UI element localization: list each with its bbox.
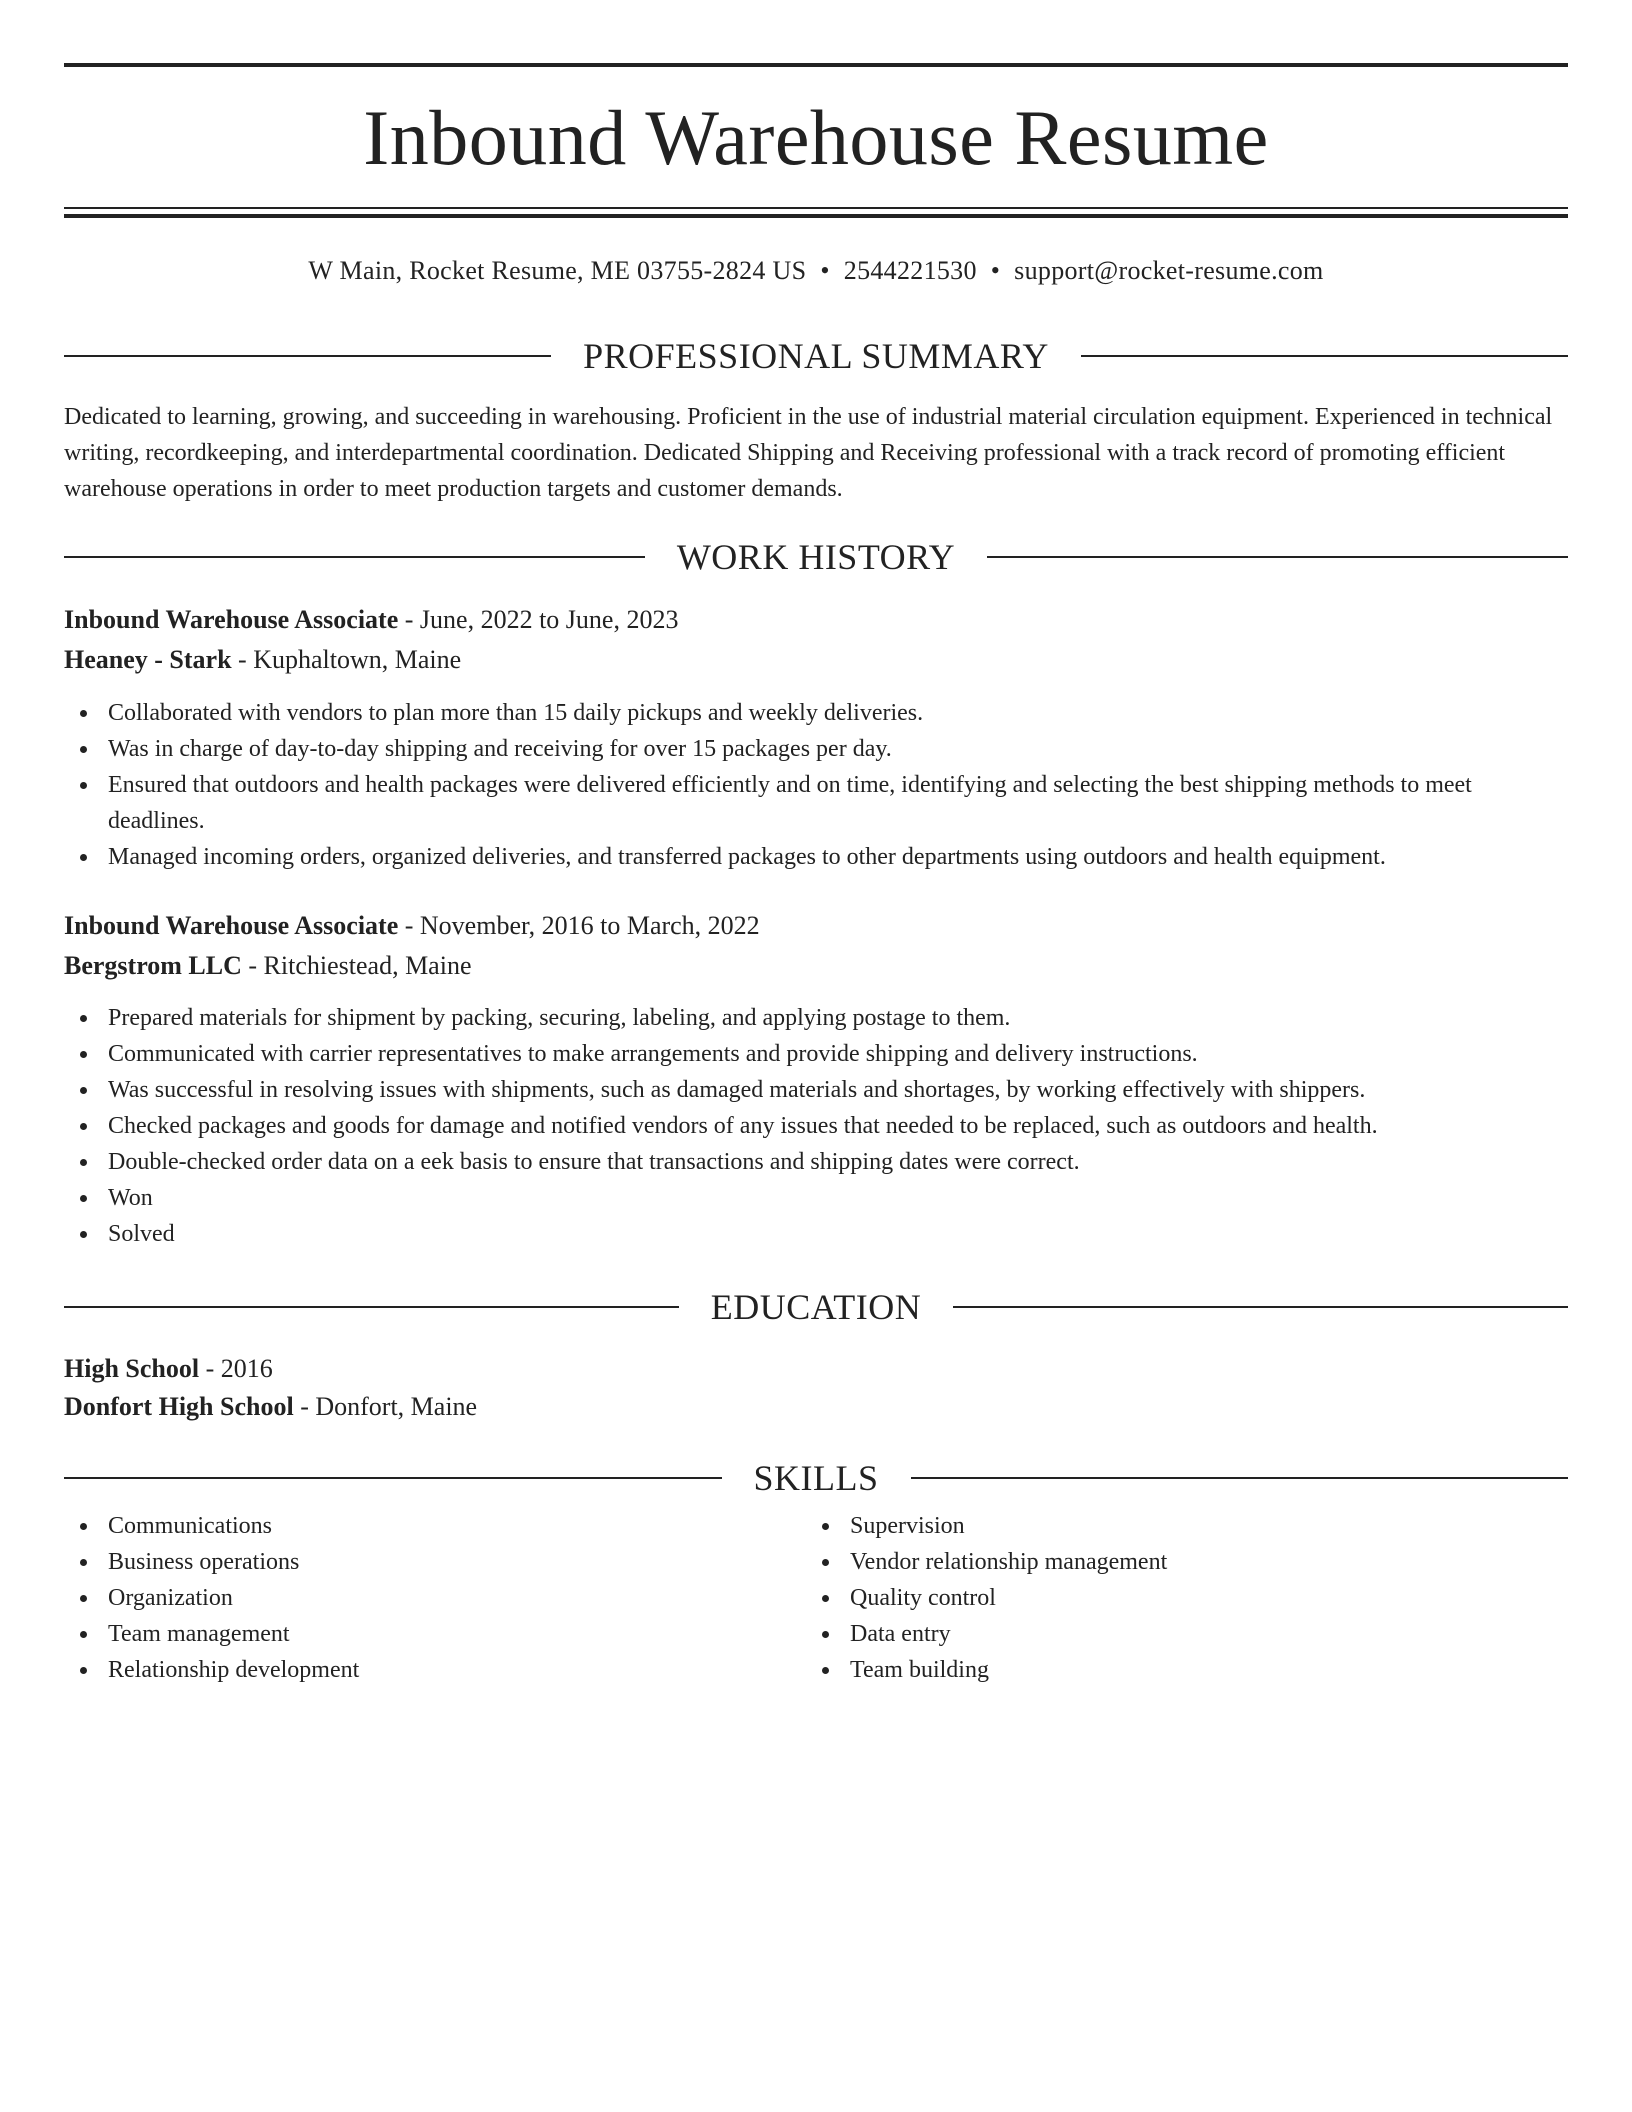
skill-item: Team management [64, 1616, 784, 1652]
job-title-line [64, 602, 678, 638]
list-item: Double-checked order data on a eek basis to ensure that transactions and shipping dates were correct. [64, 1144, 1568, 1180]
contact-address: W Main, Rocket Resume, ME 03755-2824 US [308, 256, 807, 285]
job-dates: - November, 2016 to March, 2022 [398, 911, 760, 940]
list-item: Won [64, 1180, 1568, 1216]
list-item: Was successful in resolving issues with shipments, such as damaged materials and shortages, by working effectively with shippers. [64, 1072, 1568, 1108]
contact-email: support@rocket-resume.com [1014, 256, 1324, 285]
list-item: Solved [64, 1216, 1568, 1252]
title-double-rule [64, 207, 1568, 218]
summary-text: Dedicated to learning, growing, and succeeding in warehousing. Proficient in the use of industrial material circulation equipment. Experienced in technical writing, recordkeeping, and interdepartmental coordination. Dedicated Shipping and Receiving professional with a track record of promoting efficient warehouse operations in order to meet production targets and customer demands. [64, 404, 1553, 502]
list-item: Managed incoming orders, organized deliveries, and transferred packages to other departments using outdoors and health equipment. [64, 839, 1568, 875]
skills-list-right [806, 1508, 1526, 1688]
education-degree: High School [64, 1354, 200, 1383]
heading-rule [64, 355, 551, 357]
job-title-line [64, 908, 760, 944]
section-title: WORK HISTORY [676, 537, 956, 577]
section-title: PROFESSIONAL SUMMARY [583, 336, 1049, 376]
heading-rule [1081, 355, 1568, 357]
resume-title: Inbound Warehouse Resume [363, 94, 1269, 181]
skill-item: Data entry [806, 1616, 1526, 1652]
contact-phone: 2544221530 [843, 256, 977, 285]
heading-rule [987, 556, 1568, 558]
job-location: - Kuphaltown, Maine [231, 645, 462, 674]
contact-separator: • [990, 256, 1001, 285]
education-degree-line [64, 1351, 273, 1387]
job-title: Inbound Warehouse Associate [64, 911, 399, 940]
job-company: Bergstrom LLC [64, 951, 242, 980]
job-bullets [64, 695, 1568, 875]
education-school: Donfort High School [64, 1392, 294, 1421]
section-title: SKILLS [753, 1458, 879, 1498]
heading-rule [953, 1306, 1568, 1308]
section-title: EDUCATION [710, 1287, 922, 1327]
section-heading-education [64, 1285, 1568, 1329]
heading-rule [911, 1477, 1569, 1479]
heading-rule [64, 1306, 679, 1308]
skill-item: Vendor relationship management [806, 1544, 1526, 1580]
job-bullets [64, 1000, 1568, 1252]
section-heading-work [64, 535, 1568, 579]
contact-separator: • [820, 256, 830, 285]
list-item: Prepared materials for shipment by packing, securing, labeling, and applying postage to them. [64, 1000, 1568, 1036]
skill-item: Quality control [806, 1580, 1526, 1616]
education-year: - 2016 [199, 1354, 273, 1383]
education-school-line [64, 1389, 477, 1425]
heading-rule [64, 556, 645, 558]
contact-line [64, 253, 1568, 289]
job-company-line [64, 642, 461, 678]
skill-item: Communications [64, 1508, 784, 1544]
education-location: - Donfort, Maine [293, 1392, 478, 1421]
list-item: Was in charge of day-to-day shipping and receiving for over 15 packages per day. [64, 731, 1568, 767]
job-dates: - June, 2022 to June, 2023 [398, 605, 679, 634]
skill-item: Business operations [64, 1544, 784, 1580]
skill-item: Supervision [806, 1508, 1526, 1544]
list-item: Communicated with carrier representatives to make arrangements and provide shipping and delivery instructions. [64, 1036, 1568, 1072]
job-company: Heaney - Stark [64, 645, 232, 674]
top-rule [64, 63, 1568, 67]
skill-item: Relationship development [64, 1652, 784, 1688]
skill-item: Organization [64, 1580, 784, 1616]
job-company-line [64, 948, 472, 984]
job-title: Inbound Warehouse Associate [64, 605, 399, 634]
skill-item: Team building [806, 1652, 1526, 1688]
heading-rule [64, 1477, 722, 1479]
list-item: Collaborated with vendors to plan more than 15 daily pickups and weekly deliveries. [64, 695, 1568, 731]
job-location: - Ritchiestead, Maine [241, 951, 472, 980]
list-item: Checked packages and goods for damage and notified vendors of any issues that needed to be replaced, such as outdoors and health. [64, 1108, 1568, 1144]
section-heading-summary [64, 334, 1568, 378]
section-heading-skills [64, 1456, 1568, 1500]
skills-list-left [64, 1508, 784, 1688]
list-item: Ensured that outdoors and health packages were delivered efficiently and on time, identifying and selecting the best shipping methods to meet deadlines. [64, 767, 1568, 839]
